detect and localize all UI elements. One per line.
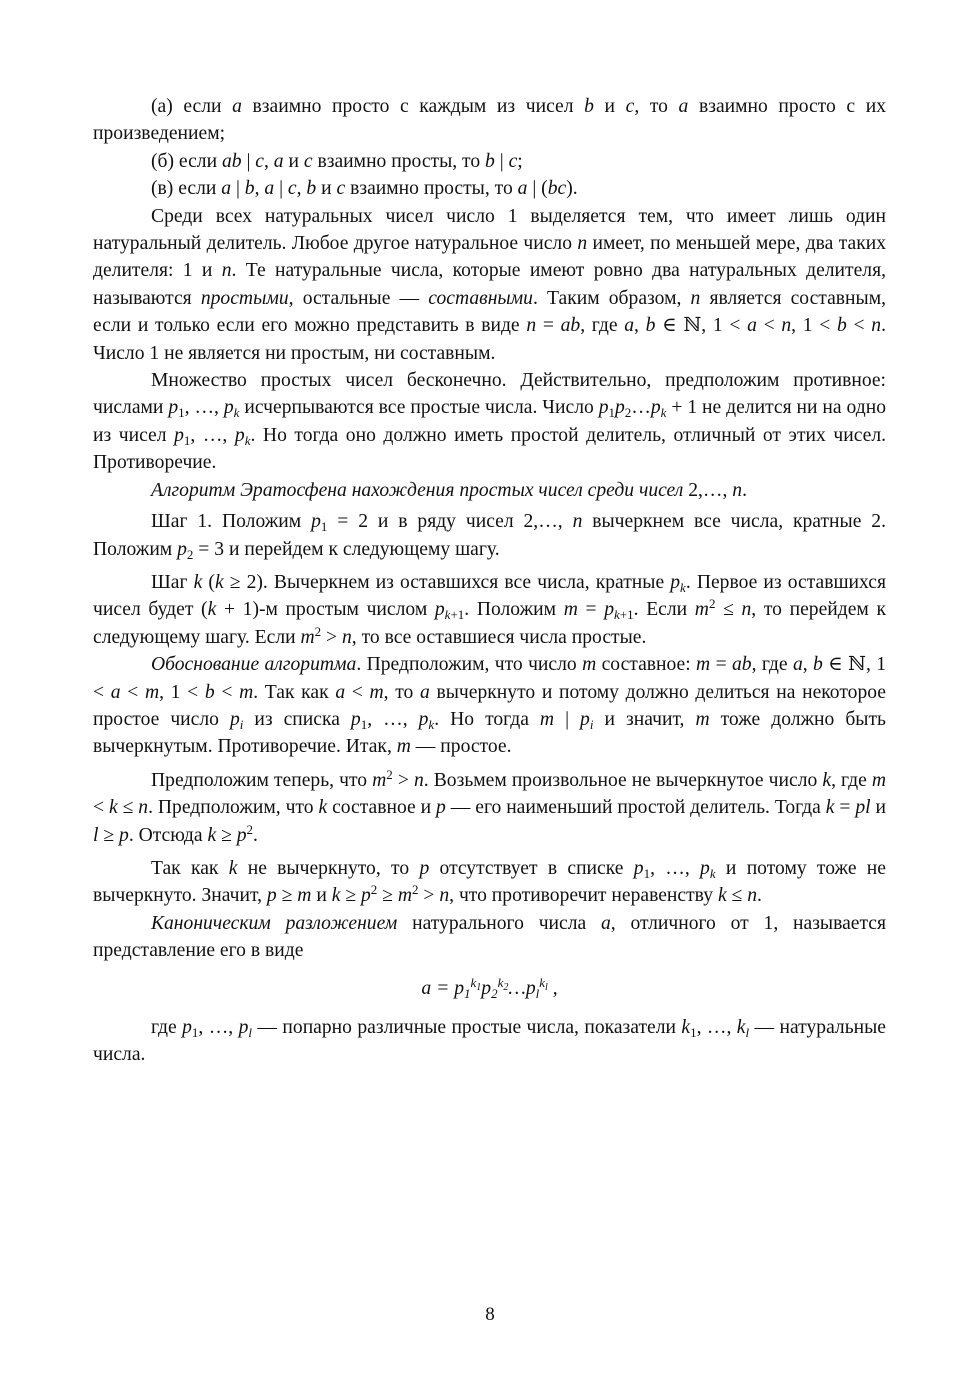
paragraph-sieve-title: Алгоритм Эратосфена нахождения простых чисел среди чисел 2,…, n. — [151, 479, 747, 501]
paragraph-suppose: Предположим теперь, что $m^2 > n$. Возьмем произвольное не вычеркнутое число k, где m < k ≤ n. Предположим, что k составное и p — его наименьший простой делитель. Тогда k = pl и l ≥ p. Отсюда $k \ge p^2$. — [93, 766, 887, 846]
paragraph-where: где $p_1$, …, $p_l$ — попарно различные простые числа, показатели $k_1$, …, $k_l$ — натуральные числа. — [93, 1017, 886, 1066]
paragraph-step-1: Шаг 1. Положим $p_1 = 2$ и в ряду чисел 2,…, n вычеркнем все числа, кратные 2. Положим $p_2 = 3$ и перейдем к следующему шагу. — [93, 511, 886, 562]
canonical-formula: $a = p_1^{k_1}p_2^{k_2}\dots p_l^{k_l}$ , — [421, 974, 558, 1001]
paragraph-c: (в) если a | b, a | c, b и c взаимно просты, то a | (bc). — [151, 178, 578, 200]
paragraph-step-k: Шаг k (k ≥ 2). Вычеркнем из оставшихся все числа, кратные $p_k$. Первое из оставшихся чисел будет (k + 1)-м простым числом $p_{k+1}$. Положим $m = p_{k+1}$. Если $m^2 \le n$, то перейдем к следующему шагу. Если $m^2 > n$, то все оставшиеся числа простые. — [93, 571, 886, 648]
paragraph-proof: Обоснование алгоритма. Предположим, что число m составное: m = ab, где a, b ∈ ℕ, 1 < a < m, 1 < b < m. Так как a < m, то a вычеркнуто и потому должно делиться на некоторое простое число $p_i$ из списка $p_1$, …, $p_k$. Но тогда m | $p_i$ и значит, m тоже должно быть вычеркнутым. Противоречие. Итак, m — простое. — [93, 654, 886, 758]
paragraph-primes-definition: Среди всех натуральных чисел число 1 выделяется тем, что имеет лишь один натуральный делитель. Любое другое натуральное число n имеет, по меньшей мере, два таких делителя: 1 и n. Те натуральные числа, которые имеют ровно два натуральных делителя, называются простыми, остальные — составными. Таким образом, n является составным, если и только если его можно представить в виде n = ab, где a, b ∈ ℕ, 1 < a < n, 1 < b < n. Число 1 не является ни простым, ни составным. — [93, 205, 886, 364]
page-number: 8 — [485, 1304, 495, 1325]
body-text — [93, 93, 886, 1069]
paragraph-canonical: Каноническим разложением натурального числа a, отличного от 1, называется представление его в виде — [93, 912, 886, 962]
paragraph-a: (а) если a взаимно просто с каждым из чисел b и c, то a взаимно просто с их произведением; — [93, 96, 886, 145]
paragraph-since: Так как k не вычеркнуто, то p отсутствует в списке $p_1$, …, $p_k$ и потому тоже не вычеркнуто. Значит, p ≥ m и $k \ge p^2 \ge m^2 > n$, что противоречит неравенству k ≤ n. — [93, 857, 886, 907]
paragraph-b: (б) если ab | c, a и c взаимно просты, то b | c; — [151, 150, 523, 172]
paragraph-infinite-primes: Множество простых чисел бесконечно. Действительно, предположим противное: числами $p_1$, …, $p_k$ исчерпываются все простые числа. Число $p_1p_2\dots p_k + 1$ не делится ни на одно из чисел $p_1$, …, $p_k$. Но тогда оно должно иметь простой делитель, отличный от этих чисел. Противоречие. — [93, 370, 887, 474]
